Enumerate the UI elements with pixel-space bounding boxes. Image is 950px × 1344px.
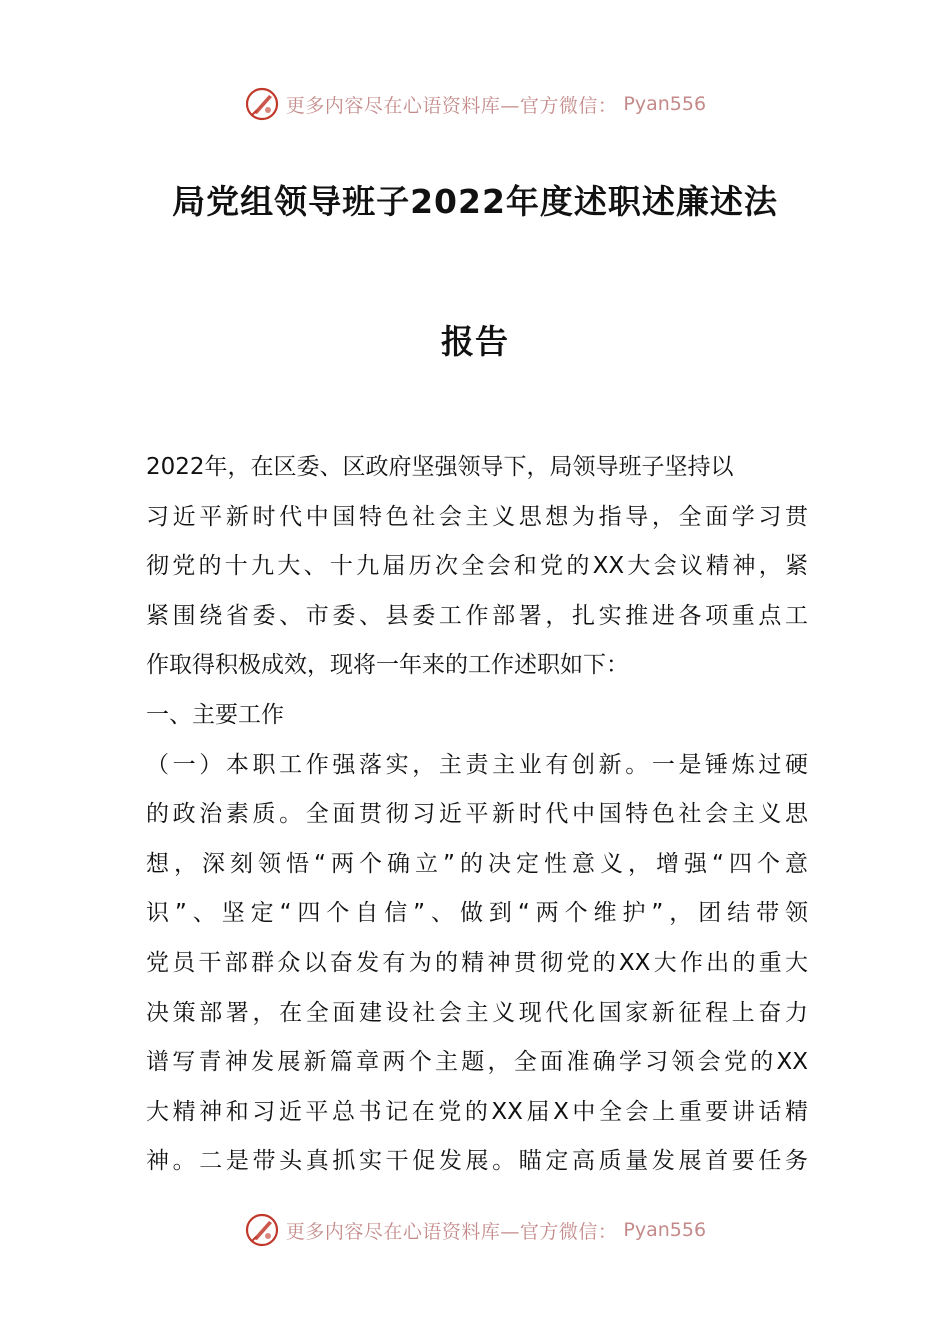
body-line: 彻党的十九大、十九届历次全会和党的XX大会议精神，紧 (146, 553, 808, 580)
watermark-contact: Pyan556 (623, 93, 707, 115)
footer-watermark (0, 1210, 950, 1250)
watermark-text: 更多内容尽在心语资料库—官方微信： (285, 94, 618, 117)
watermark-text: 更多内容尽在心语资料库—官方微信： (285, 1220, 618, 1243)
section-heading: 一、主要工作 (146, 701, 284, 728)
document-body (146, 443, 808, 1187)
body-line: 习近平新时代中国特色社会主义思想为指导，全面学习贯 (146, 503, 808, 530)
body-line: 大精神和习近平总书记在党的XX届X中全会上重要讲话精 (146, 1098, 808, 1125)
body-line: 谱写青神发展新篇章两个主题，全面准确学习领会党的XX (146, 1049, 808, 1076)
body-line: 神。二是带头真抓实干促发展。瞄定高质量发展首要任务 (146, 1148, 808, 1175)
body-line: 想，深刻领悟“两个确立”的决定性意义，增强“四个意 (146, 850, 808, 877)
body-line: （一）本职工作强落实，主责主业有创新。一是锤炼过硬 (146, 751, 808, 778)
body-line: 2022年，在区委、区政府坚强领导下，局领导班子坚持以 (146, 454, 734, 480)
quill-seal-icon (244, 86, 280, 122)
body-line: 决策部署，在全面建设社会主义现代化国家新征程上奋力 (146, 999, 808, 1026)
quill-seal-icon (244, 1212, 280, 1248)
body-line: 的政治素质。全面贯彻习近平新时代中国特色社会主义思 (146, 801, 808, 828)
document-title-line-1: 局党组领导班子2022年度述职述廉述法 (172, 182, 778, 221)
watermark-contact: Pyan556 (623, 1219, 707, 1241)
document-title-line-2: 报告 (441, 322, 509, 361)
body-line: 党员干部群众以奋发有为的精神贯彻党的XX大作出的重大 (146, 949, 808, 976)
body-line: 识”、坚定“四个自信”、做到“两个维护”，团结带领 (146, 900, 808, 927)
body-line: 作取得积极成效，现将一年来的工作述职如下： (146, 652, 629, 679)
header-watermark (0, 84, 950, 124)
body-line: 紧围绕省委、市委、县委工作部署，扎实推进各项重点工 (146, 602, 808, 629)
